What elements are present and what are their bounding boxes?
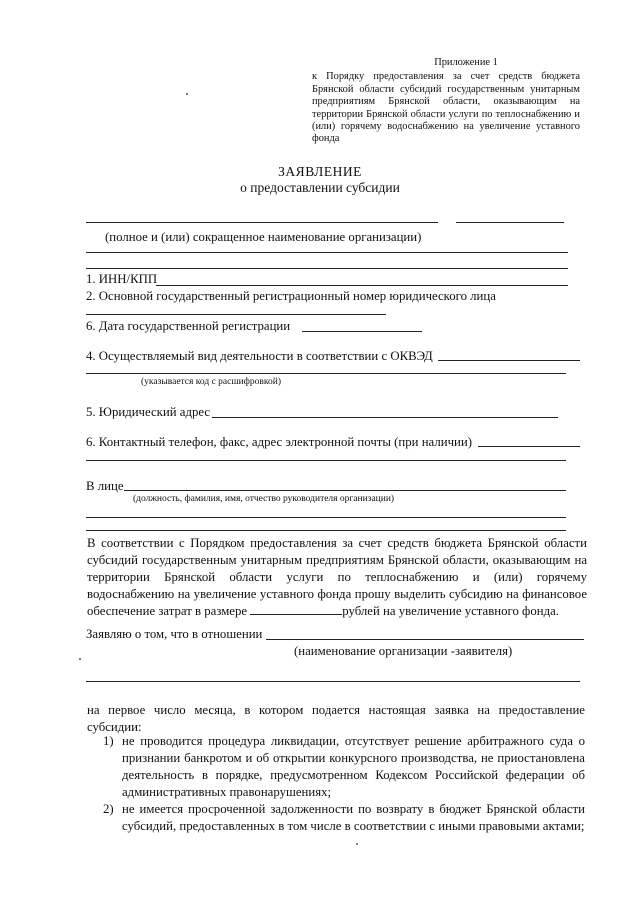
scan-speck xyxy=(356,843,358,845)
contacts-field[interactable] xyxy=(478,446,580,447)
org-name-caption: (полное и (или) сокращенное наименование организации) xyxy=(105,230,422,244)
scan-speck xyxy=(79,658,81,660)
applicant-name-field-2[interactable] xyxy=(86,681,580,682)
address-label: 5. Юридический адрес xyxy=(86,405,211,419)
appendix-block xyxy=(312,57,580,146)
condition-2-text: не имеется просроченной задолженности по возврату в бюджет Брянской области субсидий, предоставленных в том числе в соответствии с иными правовыми актами; xyxy=(122,802,585,833)
conditions-intro: на первое число месяца, в котором подается настоящая заявка на предоставление субсидии: xyxy=(87,703,585,734)
document-title: ЗАЯВЛЕНИЕ xyxy=(278,164,362,179)
org-name-line-3[interactable] xyxy=(86,268,568,269)
subsidy-request-text: В соответствии с Порядком предоставления за счет средств бюджета Брянской области субсидий государственным унитарным предприятиям Брянской области, оказывающим на территории Брянской области услуги по теплоснабжению и (или) горячему водоснабжению на увеличение уставного фонда прошу выделить субсидию на финансовое обеспечение затрат в размере xyxy=(87,536,587,618)
person-field[interactable] xyxy=(124,490,566,491)
address-field[interactable] xyxy=(212,417,558,418)
org-name-line-2[interactable] xyxy=(86,252,568,253)
condition-1-text: не проводится процедура ликвидации, отсутствует решение арбитражного суда о признании банкротом и об открытии конкурсного производства, не приостановлена деятельность в порядке, предусмотренном Кодексом Российской федерации об административных правонарушениях; xyxy=(122,734,585,799)
contacts-field-2[interactable] xyxy=(86,460,566,461)
okved-field[interactable] xyxy=(438,360,580,361)
org-name-line-1b[interactable] xyxy=(456,222,564,223)
condition-1-number: 1) xyxy=(103,734,114,748)
subsidy-request-paragraph xyxy=(87,535,587,620)
reg-date-label: 6. Дата государственной регистрации xyxy=(86,319,291,333)
person-hint: (должность, фамилия, имя, отчество руководителя организации) xyxy=(133,494,395,504)
org-name-line-1[interactable] xyxy=(86,222,438,223)
ogrn-field[interactable] xyxy=(86,314,386,315)
contacts-label: 6. Контактный телефон, факс, адрес электронной почты (при наличии) xyxy=(86,435,472,449)
inn-field[interactable] xyxy=(156,285,568,286)
okved-label: 4. Осуществляемый вид деятельности в соответствии с ОКВЭД xyxy=(86,349,433,363)
inn-label: 1. ИНН/КПП xyxy=(86,272,158,286)
scan-speck xyxy=(186,93,188,95)
reg-date-field[interactable] xyxy=(302,331,422,332)
okved-hint: (указывается код с расшифровкой) xyxy=(141,377,282,387)
document-subtitle: о предоставлении субсидии xyxy=(240,180,400,195)
person-field-2[interactable] xyxy=(86,517,566,518)
applicant-name-hint: (наименование организации -заявителя) xyxy=(294,644,513,658)
subsidy-request-tail: рублей на увеличение уставного фонда. xyxy=(342,604,559,618)
ogrn-label: 2. Основной государственный регистрационный номер юридического лица xyxy=(86,289,496,303)
okved-field-2[interactable] xyxy=(86,373,566,374)
subsidy-amount-field[interactable] xyxy=(250,603,342,615)
person-field-3[interactable] xyxy=(86,530,566,531)
appendix-title: Приложение 1 xyxy=(434,57,498,68)
applicant-name-field[interactable] xyxy=(266,639,584,640)
document-title-block xyxy=(0,164,640,196)
person-label: В лице xyxy=(86,479,124,493)
condition-2-number: 2) xyxy=(103,802,114,816)
declare-label: Заявляю о том, что в отношении xyxy=(86,627,263,641)
appendix-text: к Порядку предоставления за счет средств бюджета Брянской области субсидий государственным унитарным предприятиям Брянской области, оказывающим на территории Брянской области услуги по теплоснабжению и (или) горячему водоснабжению на увеличение уставного фонда xyxy=(312,71,580,145)
